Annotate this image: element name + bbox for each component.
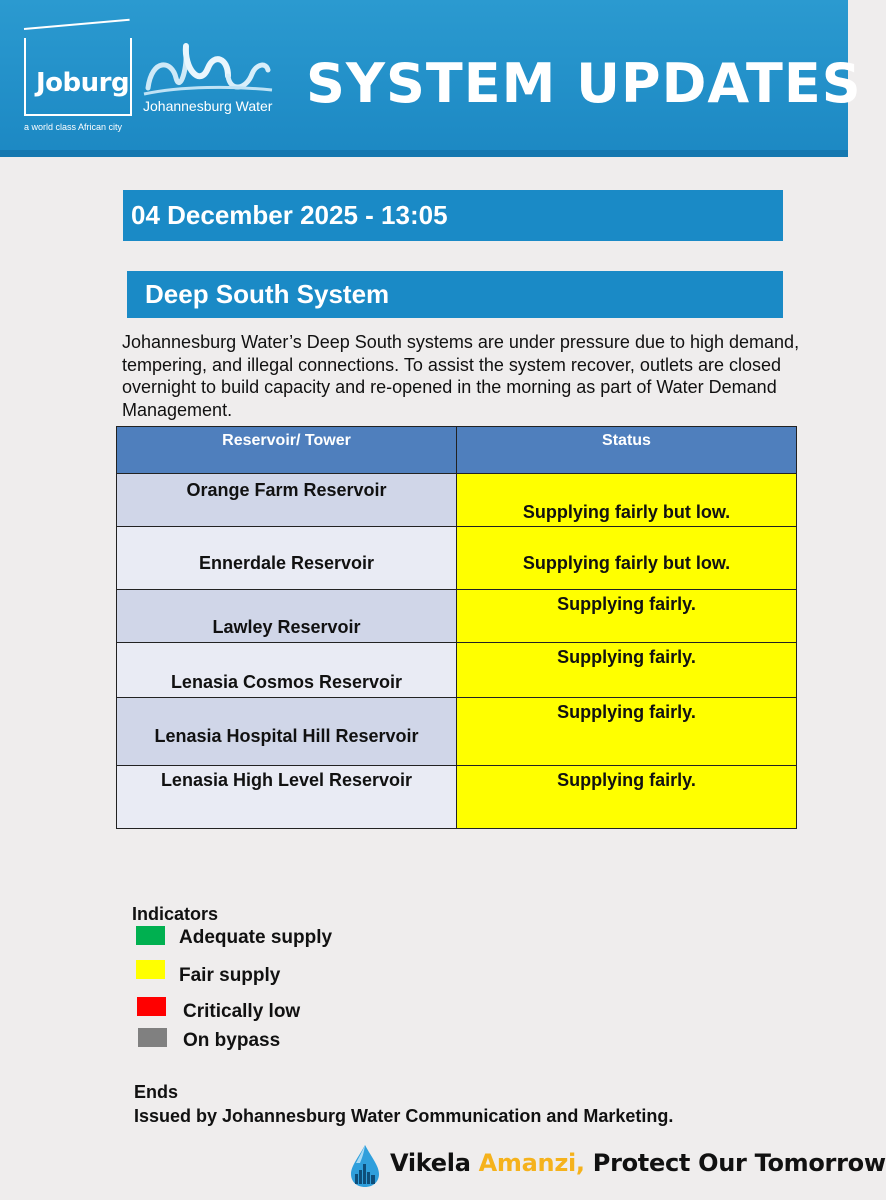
on-bypass-swatch — [138, 1028, 167, 1047]
reservoir-name — [117, 698, 457, 766]
column-header-status: Status — [457, 427, 797, 474]
table-row — [117, 474, 797, 527]
johannesburg-water-name: Johannesburg Water — [143, 98, 273, 114]
table-row — [117, 698, 797, 766]
reservoir-name-text: Lenasia Hospital Hill Reservoir — [154, 726, 419, 746]
reservoir-status-table — [116, 426, 797, 829]
status-text: Supplying fairly. — [557, 647, 696, 667]
update-datetime: 04 December 2025 - 13:05 — [131, 200, 448, 230]
water-drop-city-icon — [348, 1144, 382, 1188]
table-row — [117, 643, 797, 698]
issued-by: Issued by Johannesburg Water Communication and Marketing. — [134, 1106, 674, 1126]
date-bar — [123, 190, 783, 241]
reservoir-name-text: Lenasia High Level Reservoir — [160, 770, 413, 790]
reservoir-name — [117, 590, 457, 643]
table-header-row — [117, 427, 797, 474]
status-cell — [457, 474, 797, 527]
status-cell — [457, 590, 797, 643]
reservoir-name-text: Ennerdale Reservoir — [198, 553, 375, 573]
table-row — [117, 527, 797, 590]
adequate-supply-label: Adequate supply — [179, 927, 333, 948]
joburg-tagline: a world class African city — [24, 122, 123, 132]
status-text: Supplying fairly. — [557, 594, 696, 614]
table-row — [117, 766, 797, 829]
slogan-text — [390, 1149, 886, 1177]
status-cell — [457, 698, 797, 766]
reservoir-name-text: Lawley Reservoir — [212, 617, 361, 637]
status-text: Supplying fairly but low. — [522, 553, 731, 573]
footer-slogan — [348, 1142, 886, 1190]
critically-low-swatch — [137, 997, 166, 1016]
reservoir-name-text: Lenasia Cosmos Reservoir — [170, 672, 403, 692]
slogan-part-3: Protect Our Tomorrow — [584, 1149, 886, 1177]
reservoir-name — [117, 643, 457, 698]
status-cell — [457, 766, 797, 829]
status-cell — [457, 527, 797, 590]
ends-label: Ends — [134, 1082, 179, 1102]
status-text: Supplying fairly. — [557, 770, 696, 790]
fair-supply-swatch — [136, 960, 165, 979]
reservoir-name — [117, 474, 457, 527]
system-name: Deep South System — [145, 279, 390, 309]
column-header-reservoir: Reservoir/ Tower — [117, 427, 457, 474]
indicators-title: Indicators — [132, 904, 219, 924]
reservoir-name-text: Orange Farm Reservoir — [186, 480, 387, 500]
closing-notice — [134, 1080, 673, 1128]
system-bar — [127, 271, 783, 318]
status-text: Supplying fairly. — [557, 702, 696, 722]
page-title: SYSTEM UPDATES — [306, 52, 862, 115]
header-banner — [0, 0, 862, 157]
fair-supply-label: Fair supply — [179, 965, 281, 986]
slogan-amanzi: Amanzi, — [478, 1149, 585, 1177]
on-bypass-label: On bypass — [183, 1030, 281, 1051]
joburg-logo: Joburg — [36, 68, 130, 98]
adequate-supply-swatch — [136, 926, 165, 945]
johannesburg-water-logo-icon — [142, 38, 274, 98]
intro-paragraph: Johannesburg Water’s Deep South systems are under pressure due to high demand, tempering, and illegal connections. To assist the system recover, outlets are closed overnight to build capacity and re-opened in the morning as part of Water Demand Management. — [122, 332, 800, 420]
table-row — [117, 590, 797, 643]
status-text: Supplying fairly but low. — [522, 502, 731, 522]
slogan-part-1: Vikela — [390, 1149, 479, 1177]
critically-low-label: Critically low — [183, 1001, 301, 1022]
reservoir-name — [117, 766, 457, 829]
status-cell — [457, 643, 797, 698]
header-strip — [0, 150, 848, 157]
reservoir-name — [117, 527, 457, 590]
